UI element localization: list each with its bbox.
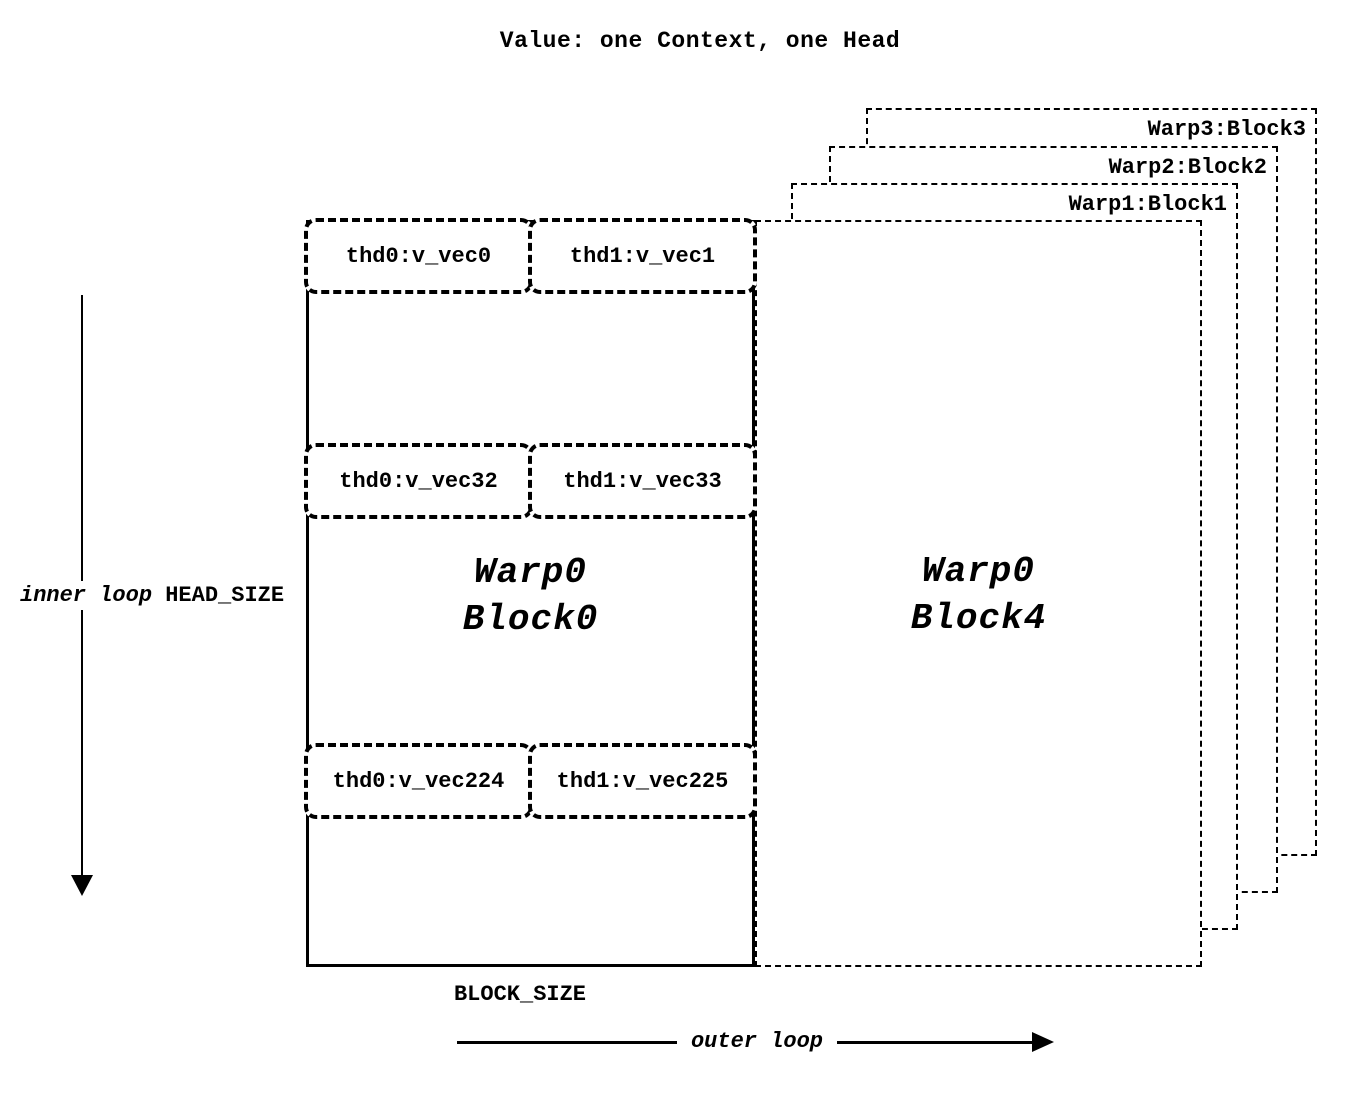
inner-loop-text: inner loop (20, 583, 153, 608)
block0-label-line2: Block0 (462, 599, 599, 640)
thd-cell: thd1:v_vec1 (528, 218, 757, 294)
block4-panel-label (757, 548, 1200, 642)
outer-loop-label: outer loop (677, 1029, 837, 1054)
thd-cell: thd0:v_vec32 (304, 443, 533, 519)
thd-cell: thd0:v_vec224 (304, 743, 533, 819)
thd-cell: thd1:v_vec33 (528, 443, 757, 519)
head-size-text: HEAD_SIZE (165, 583, 285, 608)
diagram-title: Value: one Context, one Head (499, 28, 901, 54)
inner-loop-label (16, 581, 288, 610)
stacked-block-warp1-label: Warp1:Block1 (1068, 192, 1227, 217)
block4-label-line1: Warp0 (921, 551, 1036, 592)
arrow-right-icon (1032, 1032, 1054, 1052)
block0-label-line1: Warp0 (473, 552, 588, 593)
block0-panel-label (309, 549, 752, 643)
stacked-block-warp2-label: Warp2:Block2 (1108, 155, 1267, 180)
arrow-down-icon (71, 875, 93, 896)
block-size-label: BLOCK_SIZE (453, 982, 587, 1007)
block0-panel (306, 220, 755, 967)
block4-label-line2: Block4 (910, 598, 1047, 639)
thd-cell: thd1:v_vec225 (528, 743, 757, 819)
block4-panel (755, 220, 1202, 967)
thd-cell: thd0:v_vec0 (304, 218, 533, 294)
stacked-block-warp3-label: Warp3:Block3 (1147, 117, 1306, 142)
